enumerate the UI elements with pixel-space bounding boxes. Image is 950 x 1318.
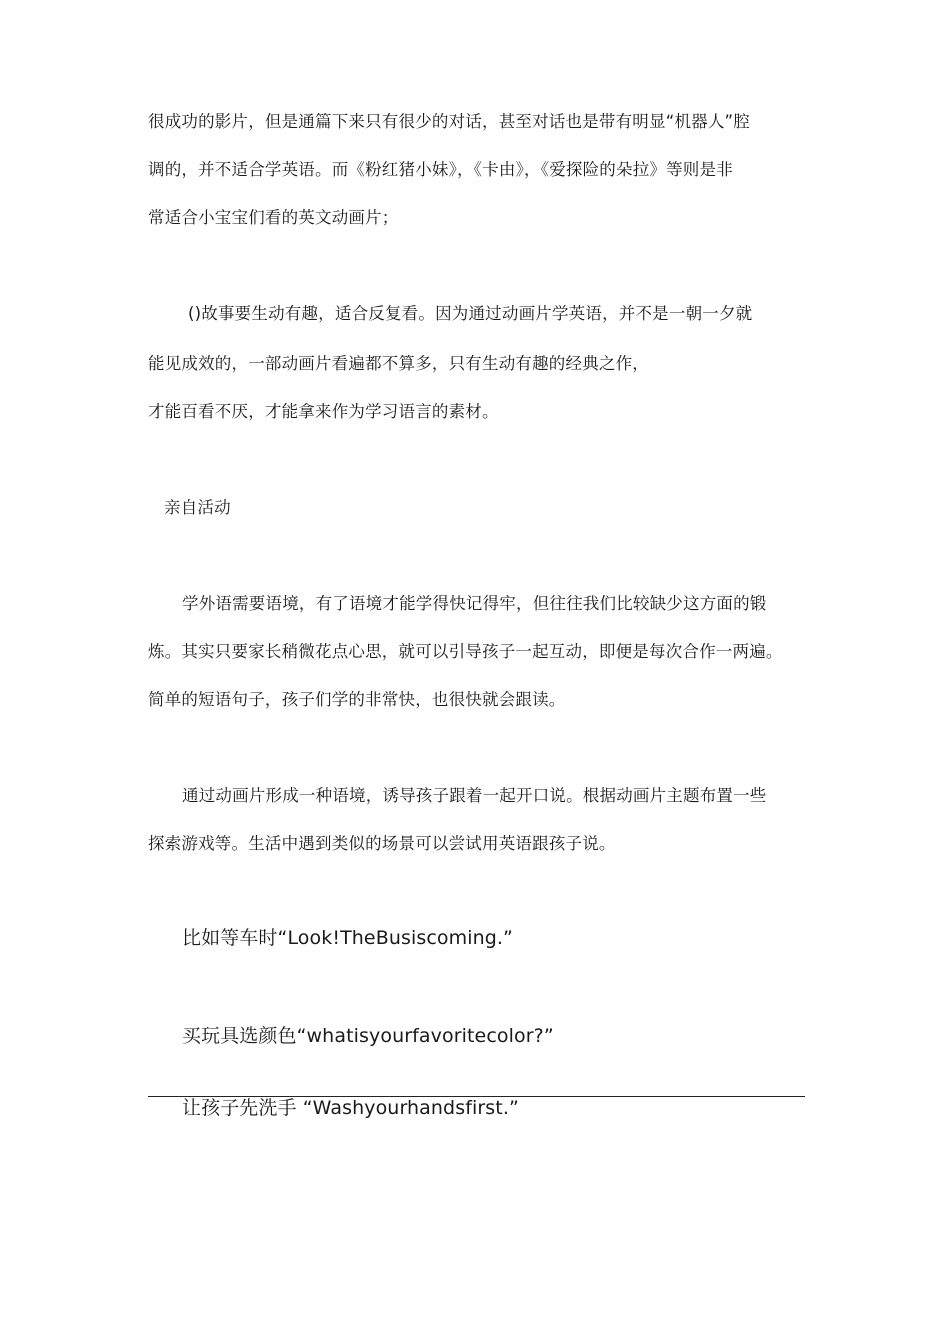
para3-line1: 学外语需要语境，有了语境才能学得快记得牢，但往往我们比较缺少这方面的锻 [182,594,767,613]
para1-line3: 常适合小宝宝们看的英文动画片； [148,208,399,227]
para3-line3: 简单的短语句子，孩子们学的非常快，也很快就会跟读。 [148,690,566,709]
section-heading: 亲自活动 [164,498,231,517]
example-color: 买玩具选颜色“whatisyourfavoritecolor?” [182,1025,554,1047]
example-bus: 比如等车时“Look!TheBusiscoming.” [182,927,513,949]
para1-line1: 很成功的影片，但是通篇下来只有很少的对话，甚至对话也是带有明显“机器人”腔 [148,112,750,131]
example-wash-hands: 让孩子先洗手 “Washyourhandsfirst.” [182,1097,519,1119]
para4-line1: 通过动画片形成一种语境，诱导孩子跟着一起开口说。根据动画片主题布置一些 [182,786,767,805]
para2-line2: 能见成效的，一部动画片看遍都不算多，只有生动有趣的经典之作， [148,354,649,373]
para1-line2: 调的，并不适合学英语。而《粉红猪小妹》，《卡由》，《爱探险的朵拉》等则是非 [148,160,733,179]
para2-line3: 才能百看不厌，才能拿来作为学习语言的素材。 [148,402,499,421]
para3-line2: 炼。其实只要家长稍微花点心思，就可以引导孩子一起互动，即便是每次合作一两遍。 [148,642,783,661]
para4-line2: 探索游戏等。生活中遇到类似的场景可以尝试用英语跟孩子说。 [148,834,616,853]
para2-line1: ()故事要生动有趣，适合反复看。因为通过动画片学英语，并不是一朝一夕就 [188,304,753,323]
